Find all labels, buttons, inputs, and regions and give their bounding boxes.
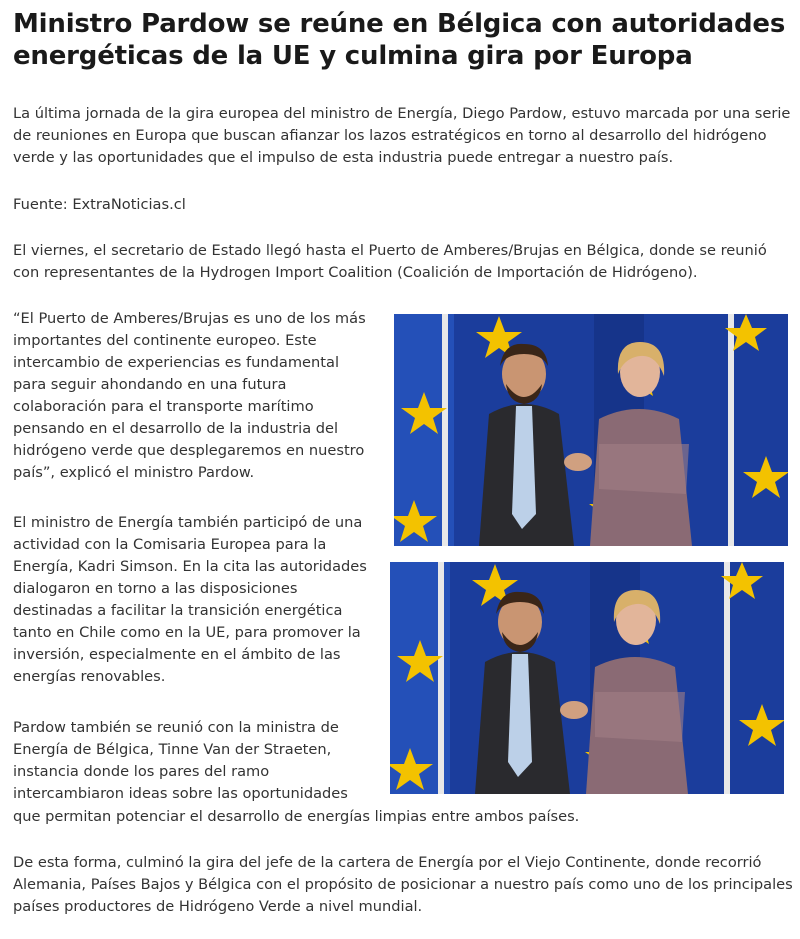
paragraph-quote: “El Puerto de Amberes/Brujas es uno de los más importantes del continente europeo. Este intercambio de experiencias es fundamental para seguir ahondando en una futura colaboración para el transporte marítimo pensando en el desarrollo de la industria del hidrógeno verde que desplegaremos en nuestro país”, explicó el ministro Pardow. — [13, 310, 366, 481]
paragraph-belgium-minister: Pardow también se reunió con la ministra de Energía de Bélgica, Tinne Van der Straeten, instancia donde los pares del ramo intercambiaron ideas sobre las oportunidades — [13, 719, 348, 802]
paragraph-source: Fuente: ExtraNoticias.cl — [13, 196, 186, 213]
paragraph-intro: La última jornada de la gira europea del ministro de Energía, Diego Pardow, estuvo marcada por una serie de reuniones en Europa que buscan afianzar los lazos estratégicos en torno al desarrollo del hidrógeno verde y las oportunidades que el impulso de esta industria puede entregar a nuestro país. — [13, 105, 791, 166]
paragraph-belgium-minister-cont: que permitan potenciar el desarrollo de energías limpias entre ambos países. — [13, 808, 580, 825]
paragraph-commissioner: El ministro de Energía también participó de una actividad con la Comisaria Europea para la Energía, Kadri Simson. En la cita las autoridades dialogaron en torno a las disposiciones destinadas a facilitar la transición energética tanto en Chile como en la UE, para promover la inversión, especialmente en el ámbito de las energías renovables. — [13, 514, 367, 685]
meeting-photo-2 — [390, 562, 784, 794]
meeting-photo-1 — [394, 314, 788, 546]
paragraph-port-visit: El viernes, el secretario de Estado llegó hasta el Puerto de Amberes/Brujas en Bélgica, donde se reunió con representantes de la Hydrogen Import Coalition (Coalición de Importación de Hidrógeno). — [13, 242, 767, 281]
article-title: Ministro Pardow se reúne en Bélgica con autoridades energéticas de la UE y culmina gira por Europa — [13, 9, 786, 71]
paragraph-conclusion: De esta forma, culminó la gira del jefe de la cartera de Energía por el Viejo Continente, donde recorrió Alemania, Países Bajos y Bélgica con el propósito de posicionar a nuestro país como uno de los principales países productores de Hidrógeno Verde a nivel mundial. — [13, 854, 793, 915]
